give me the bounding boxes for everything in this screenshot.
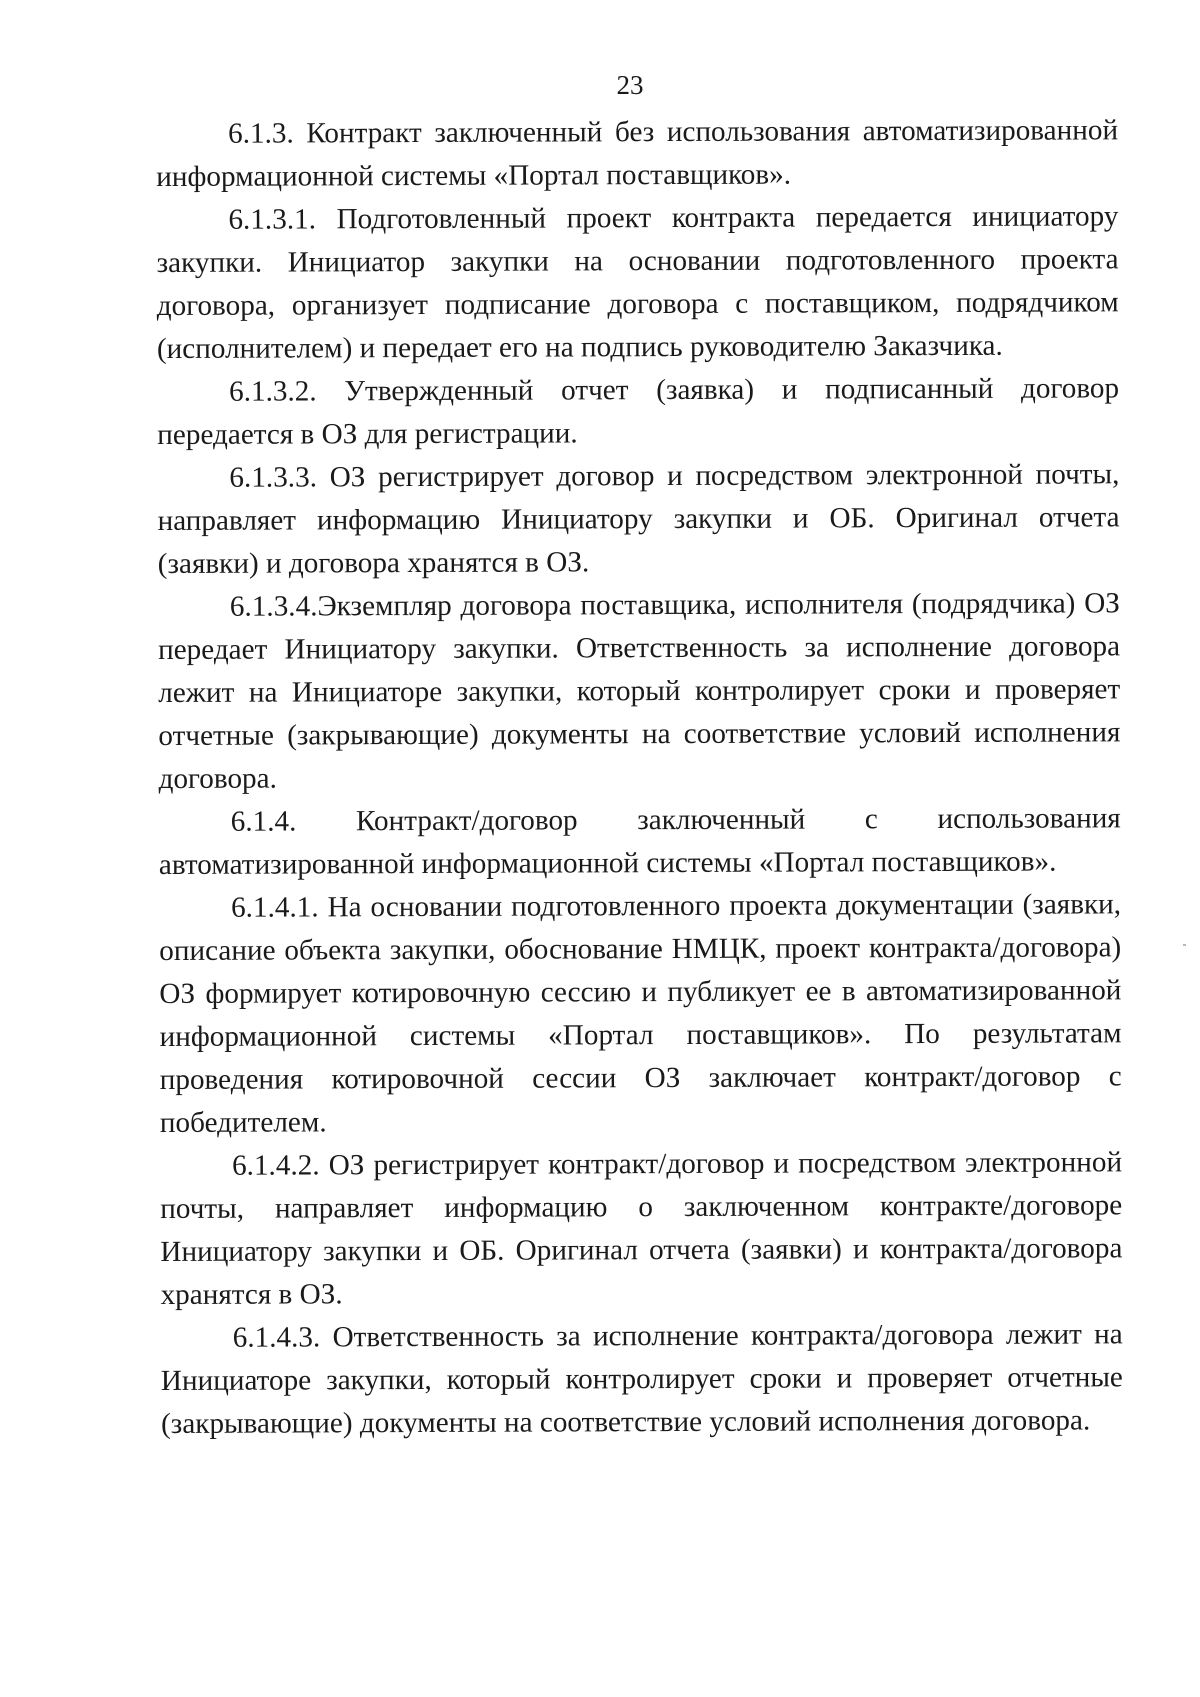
paragraph-6-1-4-1: 6.1.4.1. На основании подготовленного проекта документации (заявки, описание объекта закупки, обоснование НМЦК, проект контракта/договора) ОЗ формирует котировочную сессию и публикует ее в автоматизированной информационной системы «Портал поставщиков». По результатам проведения котировочной сессии ОЗ заключает контракт/договор с победителем. (159, 888, 1122, 1139)
paragraph-6-1-3: 6.1.3. Контракт заключенный без использования автоматизированной информационной системы «Портал поставщиков». (156, 114, 1119, 193)
scan-speck (1183, 944, 1186, 946)
document-body (156, 109, 1123, 1446)
paragraph-6-1-3-4: 6.1.3.4.Экземпляр договора поставщика, исполнителя (подрядчика) ОЗ передает Инициатору закупки. Ответственность за исполнение договора лежит на Инициаторе закупки, который контролирует сроки и проверяет отчетные (закрывающие) документы на соответствие условий исполнения договора. (158, 587, 1121, 795)
paragraph-6-1-4-2: 6.1.4.2. ОЗ регистрирует контракт/договор и посредством электронной почты, направляет информацию о заключенном контракте/договоре Инициатору закупки и ОБ. Оригинал отчета (заявки) и контракта/договора хранятся в ОЗ. (160, 1146, 1123, 1311)
paragraph-6-1-3-1: 6.1.3.1. Подготовленный проект контракта передается инициатору закупки. Инициатор закупки на основании подготовленного проекта договора, организует подписание договора с поставщиком, подрядчиком (исполнителем) и передает его на подпись руководителю Заказчика. (156, 200, 1119, 365)
paragraph-6-1-4: 6.1.4. Контракт/договор заключенный с использования автоматизированной информационной системы «Портал поставщиков». (158, 802, 1121, 881)
paragraph-6-1-3-2: 6.1.3.2. Утвержденный отчет (заявка) и подписанный договор передается в ОЗ для регистрации. (157, 372, 1120, 451)
paragraph-6-1-3-3: 6.1.3.3. ОЗ регистрирует договор и посредством электронной почты, направляет информацию Инициатору закупки и ОБ. Оригинал отчета (заявки) и договора хранятся в ОЗ. (157, 458, 1120, 580)
page-number: 23 (616, 70, 644, 100)
paragraph-6-1-4-3: 6.1.4.3. Ответственность за исполнение контракта/договора лежит на Инициаторе закупки, который контролирует сроки и проверяет отчетные (закрывающие) документы на соответствие условий исполнения договора. (160, 1318, 1123, 1440)
